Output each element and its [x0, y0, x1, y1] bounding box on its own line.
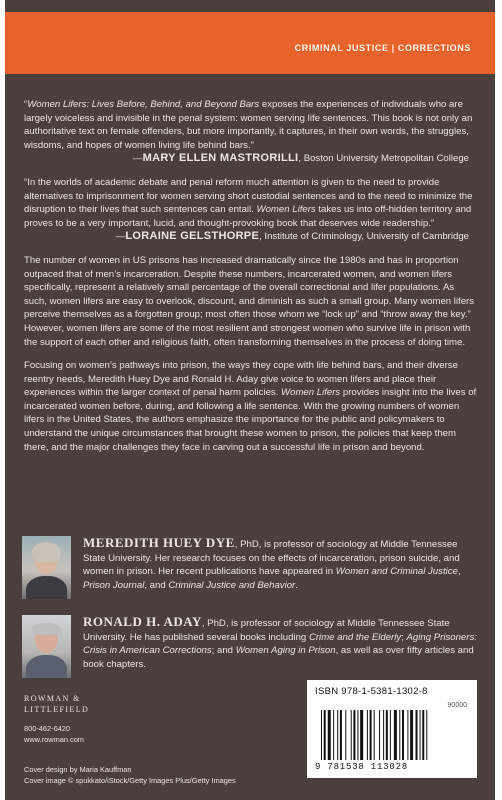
book-ref: Crime and the Elderly [308, 631, 402, 643]
book-back-cover [5, 0, 495, 800]
author-name: RONALD H. ADAY [83, 614, 202, 629]
endorsement-text-2 [24, 176, 479, 230]
author-bio-text-2 [83, 615, 482, 671]
journal-title: Women and Criminal Justice [335, 566, 458, 578]
journal-title: Criminal Justice and Behavior [168, 579, 296, 591]
bio-text: , [457, 566, 461, 578]
bio-text: . [295, 579, 298, 591]
quote-open: “ [24, 99, 28, 110]
endorser-affiliation: , Boston University Metropolitan College [298, 153, 469, 165]
endorser-name: MARY ELLEN MASTRORILLI [142, 152, 299, 165]
image-credit: Cover image © spukkato/iStock/Getty Images Plus/Getty Images [24, 776, 236, 785]
publisher-website: www.rowman.com [24, 735, 84, 744]
endorsement-body: takes us into off-hidden territory and proves to be a very important, lucid, and thought-provoking book that deserves wide readership.” [24, 204, 472, 229]
bio-text: , PhD, is professor of sociology at Middle Tennessee State University. Her research focuses on the effects of incarceration, prison suicide, and women in prison. Her recent publications have appeared in [83, 539, 460, 578]
endorser-name: LORAINE GELSTHORPE [125, 230, 260, 243]
isbn-label: ISBN 978-1-5381-1302-8 [315, 686, 428, 697]
endorser-affiliation: , Institute of Criminology, University of Cambridge [259, 231, 469, 243]
barcode-icon [319, 710, 469, 760]
description-paragraph-2 [24, 359, 479, 454]
author-photo-2 [22, 615, 71, 678]
book-title-ref: Women Lifers [256, 204, 316, 216]
endorsement-quote-2 [24, 176, 479, 244]
bio-text: ; and [211, 645, 236, 657]
publisher-contact [24, 723, 84, 745]
paragraph-text: provides insight into the lives of incarcerated women before, during, and following a life sentence. With the growing numbers of women lifers in the United States, the authors emphasize the importance for the public and policymakers to understand the unique circumstances that brought these women to prison, the policies that keep them there, and the major challenges they face in carving out a successful life in prison and beyond. [24, 387, 477, 453]
cover-credits [24, 764, 236, 786]
author-bio-text-1 [83, 536, 482, 592]
paragraph-text: Focusing on women’s pathways into prison, the ways they cope with life behind bars, and their diverse reentry needs, Meredith Huey Dye and Ronald H. Aday give voice to women lifers and place their experiences within the larger context of penal harm policies. [24, 360, 458, 399]
endorsement-attribution-1 [24, 152, 479, 166]
barcode-digits: 9 781538 113028 [315, 762, 409, 772]
isbn-barcode-box [307, 680, 477, 778]
publisher-line-1: ROWMAN & [24, 694, 81, 703]
book-ref: Women Aging in Prison [235, 645, 336, 657]
dash: — [133, 153, 143, 165]
design-credit: Cover design by Maria Kauffman [24, 765, 132, 774]
publisher-phone: 800-462-6420 [24, 724, 71, 733]
book-title-ref: Women Lifers: Lives Before, Behind, and Beyond Bars [27, 99, 260, 110]
book-ref: Aging Prisoners: Crisis in American Corrections [83, 631, 477, 657]
author-name: MEREDITH HUEY DYE [83, 535, 235, 550]
price-code: 90000 [447, 702, 467, 709]
endorsement-quote-1 [24, 98, 479, 166]
author-photo-1 [22, 536, 71, 599]
description-paragraph-1: The number of women in US prisons has increased dramatically since the 1980s and has in proportion outpaced that of men’s incarceration. Despite these numbers, incarcerated women, and women lifers specifically, represent a relatively small percentage of the overall correctional and lifer populations. As such, women lifers are easy to overlook, discount, and diminish as such a small group. Many women lifers perceive themselves as a forgotten group; most often those whom we “lock up” and “throw away the key.” However, women lifers are some of the most resilient and strongest women who survive life in prison with the support of each other and religious faith, often transforming themselves in the process of doing time. [24, 254, 475, 348]
bio-text: , and [144, 579, 169, 591]
journal-title: Prison Journal [83, 579, 145, 591]
category-label: CRIMINAL JUSTICE | CORRECTIONS [294, 43, 471, 53]
publisher-line-2: LITTLEFIELD [24, 705, 90, 714]
dash: — [115, 231, 126, 243]
book-title-ref: Women Lifers [281, 387, 341, 399]
category-banner [5, 12, 495, 74]
endorsement-attribution-2 [24, 230, 479, 244]
endorsement-body: exposes the experiences of individuals who are largely voiceless and invisible in the penal system: women serving life sentences. This book is not only an authoritative text on female offenders, but more importantly, it captures, in their own words, the struggles, wisdoms, and hopes of women living life behind bars.” [24, 99, 473, 151]
bio-text: , PhD, is professor of sociology at Middle Tennessee State University. He has published several books including [83, 618, 450, 643]
endorsement-text-1 [24, 98, 479, 152]
bio-text: ; [401, 631, 407, 643]
endorsement-body: “In the worlds of academic debate and penal reform much attention is given to the need to provide alternatives to imprisonment for women serving short custodial sentences and to the need to minimize the disruption to their lives that such sentences can entail. [24, 176, 473, 216]
publisher-logo [24, 693, 104, 715]
cover-body [24, 98, 479, 454]
bio-text: , as well as over fifty articles and book chapters. [83, 645, 474, 670]
